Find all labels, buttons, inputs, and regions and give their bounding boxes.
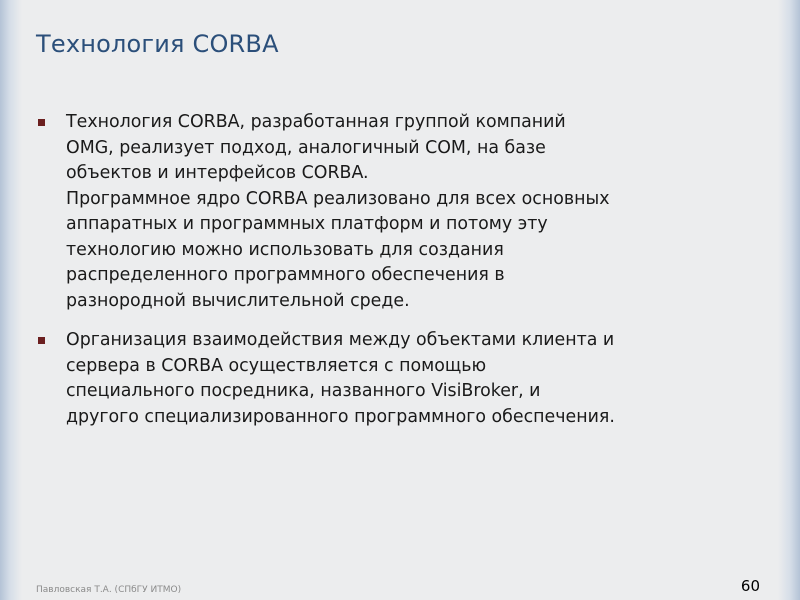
bullet-list bbox=[38, 110, 728, 444]
square-bullet-icon bbox=[38, 337, 45, 344]
bullet-item bbox=[38, 328, 728, 430]
bullet-item bbox=[38, 110, 728, 314]
page-number: 60 bbox=[740, 577, 760, 595]
bullet-text: Технология CORBA, разработанная группой компаний OMG, реализует подход, аналогичный COM, на базе объектов и интерфейсов CORBA. Программное ядро CORBA реализовано для всех основных аппаратных и программных платформ и потому эту технологию можно использовать для создания распределенного программного обеспечения в разнородной вычислительной среде. bbox=[66, 112, 610, 311]
footer-author: Павловская Т.А. (СПбГУ ИТМО) bbox=[36, 585, 182, 595]
slide-title: Технология CORBA bbox=[36, 30, 279, 58]
square-bullet-icon bbox=[38, 119, 45, 126]
bullet-text: Организация взаимодействия между объектами клиента и сервера в CORBA осуществляется с помощью специального посредника, названного VisiBroker, и другого специализированного программного обеспечения. bbox=[66, 330, 615, 427]
